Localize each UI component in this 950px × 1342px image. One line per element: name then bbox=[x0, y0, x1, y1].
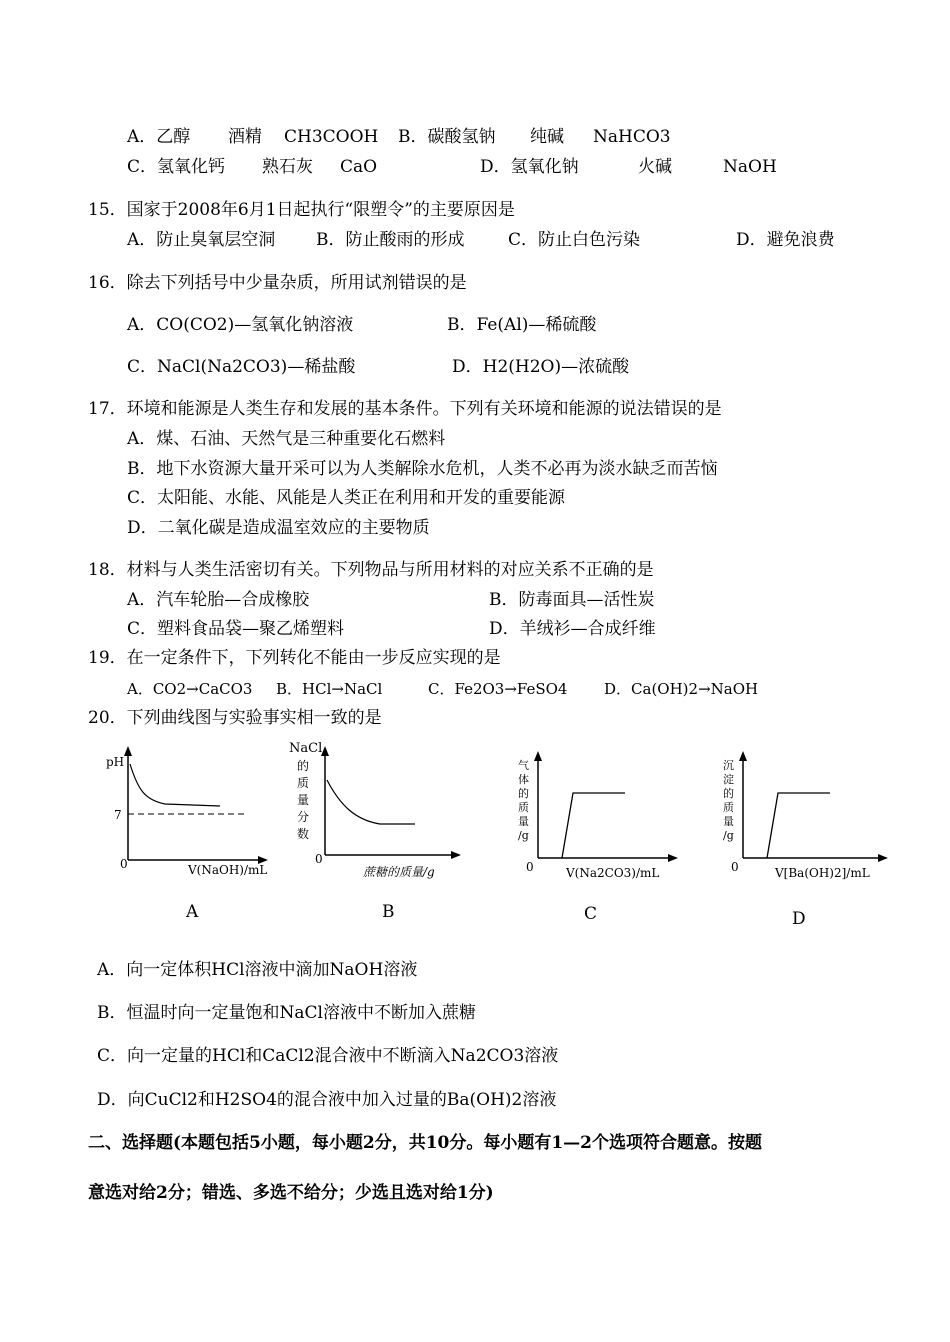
q15-option-a: A．防止臭氧层空洞 bbox=[127, 230, 276, 250]
section-2-heading-line-2: 意选对给2分；错选、多选不给分；少选且选对给1分) bbox=[88, 1183, 494, 1203]
q14-option-b-label: B．碳酸氢钠 bbox=[398, 127, 496, 147]
graph-b-curve bbox=[327, 780, 415, 824]
graph-c-origin: 0 bbox=[526, 860, 534, 874]
graph-b-caption: B bbox=[382, 902, 395, 922]
q17-option-b: B．地下水资源大量开采可以为人类解除水危机，人类不必再为淡水缺乏而苦恼 bbox=[127, 459, 718, 479]
graph-c-caption: C bbox=[584, 904, 598, 924]
q18-option-a: A．汽车轮胎—合成橡胶 bbox=[127, 590, 310, 610]
graph-c-ylabel-char-5: 量 bbox=[518, 815, 529, 828]
q15-option-c: C．防止白色污染 bbox=[508, 230, 641, 250]
q14-option-d-label: D．氢氧化钠 bbox=[480, 157, 579, 177]
q20-option-a: A．向一定体积HCl溶液中滴加NaOH溶液 bbox=[97, 960, 418, 980]
graph-b-xlabel: 蔗糖的质量/g bbox=[363, 865, 435, 879]
graph-b-ylabel-char-3: 量 bbox=[297, 793, 310, 807]
q18-option-d: D．羊绒衫—合成纤维 bbox=[489, 619, 656, 639]
q14-option-d-formula: NaOH bbox=[723, 157, 777, 177]
q16-option-c: C．NaCl(Na2CO3)—稀盐酸 bbox=[127, 357, 356, 377]
q16-option-b: B．Fe(Al)—稀硫酸 bbox=[447, 315, 597, 335]
graph-d-origin: 0 bbox=[731, 860, 739, 874]
q15-stem: 15．国家于2008年6月1日起执行“限塑令”的主要原因是 bbox=[88, 200, 515, 220]
q14-option-d-alias: 火碱 bbox=[638, 157, 672, 177]
graph-c-curve bbox=[562, 793, 625, 858]
graph-a-ylabel: pH bbox=[106, 755, 125, 769]
q17-option-d: D．二氧化碳是造成温室效应的主要物质 bbox=[127, 518, 430, 538]
graph-d-ylabel-char-5: 量 bbox=[723, 815, 734, 828]
q14-option-b-alias: 纯碱 bbox=[530, 127, 564, 147]
graph-b-origin: 0 bbox=[315, 852, 323, 866]
graph-c bbox=[510, 745, 690, 890]
graph-b-ylabel-char-1: 的 bbox=[297, 759, 310, 773]
graph-d bbox=[715, 745, 900, 890]
q19-stem: 19．在一定条件下，下列转化不能由一步反应实现的是 bbox=[88, 648, 501, 668]
q14-option-c-label: C．氢氧化钙 bbox=[127, 157, 226, 177]
q14-option-c-formula: CaO bbox=[340, 157, 378, 177]
q18-option-b: B．防毒面具—活性炭 bbox=[489, 590, 655, 610]
graph-d-caption: D bbox=[792, 909, 806, 929]
graph-d-y-arrow bbox=[739, 751, 747, 761]
q14-option-a-formula: CH3COOH bbox=[284, 127, 379, 147]
graph-d-ylabel-char-2: 淀 bbox=[723, 773, 734, 786]
graph-c-ylabel-char-4: 质 bbox=[518, 801, 529, 814]
q15-option-b: B．防止酸雨的形成 bbox=[316, 230, 465, 250]
graph-a-tick-7: 7 bbox=[114, 808, 122, 822]
q20-option-c: C．向一定量的HCl和CaCl2混合液中不断滴入Na2CO3溶液 bbox=[97, 1046, 559, 1066]
q14-option-c-alias: 熟石灰 bbox=[262, 157, 313, 177]
q14-option-a-alias: 酒精 bbox=[228, 127, 262, 147]
graph-c-ylabel-char-3: 的 bbox=[518, 787, 529, 800]
q18-stem: 18．材料与人类生活密切有关。下列物品与所用材料的对应关系不正确的是 bbox=[88, 560, 654, 580]
graph-d-curve bbox=[767, 793, 830, 858]
graph-d-ylabel-char-4: 质 bbox=[723, 801, 734, 814]
section-2-heading-line-1: 二、选择题(本题包括5小题，每小题2分，共10分。每小题有1—2个选项符合题意。按题 bbox=[88, 1133, 763, 1153]
q16-option-a: A．CO(CO2)—氢氧化钠溶液 bbox=[127, 315, 354, 335]
graph-a bbox=[100, 740, 280, 880]
graph-b-x-arrow bbox=[451, 851, 461, 859]
q19-option-c: C．Fe2O3→FeSO4 bbox=[428, 680, 568, 698]
graph-d-x-arrow bbox=[878, 854, 888, 862]
q16-option-d: D．H2(H2O)—浓硫酸 bbox=[452, 357, 630, 377]
q16-stem: 16．除去下列括号中少量杂质，所用试剂错误的是 bbox=[88, 273, 467, 293]
q14-option-a-label: A．乙醇 bbox=[127, 127, 191, 147]
q19-option-d: D．Ca(OH)2→NaOH bbox=[604, 680, 759, 698]
q19-option-a: A．CO2→CaCO3 bbox=[127, 680, 253, 698]
graph-a-origin: 0 bbox=[120, 857, 128, 871]
graph-a-y-arrow bbox=[124, 746, 132, 756]
graph-a-xlabel: V(NaOH)/mL bbox=[188, 863, 268, 877]
graph-d-ylabel-char-6: /g bbox=[723, 829, 734, 842]
q15-option-d: D．避免浪费 bbox=[736, 230, 835, 250]
q17-option-a: A．煤、石油、天然气是三种重要化石燃料 bbox=[127, 429, 446, 449]
q20-option-b: B．恒温时向一定量饱和NaCl溶液中不断加入蔗糖 bbox=[97, 1003, 476, 1023]
q19-option-b: B．HCl→NaCl bbox=[276, 680, 383, 698]
q17-stem: 17．环境和能源是人类生存和发展的基本条件。下列有关环境和能源的说法错误的是 bbox=[88, 399, 722, 419]
graph-c-xlabel: V(Na2CO3)/mL bbox=[566, 866, 660, 880]
graph-b bbox=[285, 740, 465, 890]
graph-b-ylabel-top: NaCl bbox=[289, 741, 323, 756]
graph-b-ylabel-char-5: 数 bbox=[297, 827, 310, 841]
graph-c-ylabel-char-1: 气 bbox=[518, 759, 529, 772]
graph-d-ylabel-char-1: 沉 bbox=[723, 759, 734, 772]
q14-option-b-formula: NaHCO3 bbox=[593, 127, 671, 147]
q20-option-d: D．向CuCl2和H2SO4的混合液中加入过量的Ba(OH)2溶液 bbox=[97, 1090, 557, 1110]
graph-b-ylabel-char-4: 分 bbox=[297, 810, 310, 824]
graph-a-curve bbox=[130, 764, 220, 806]
graph-d-ylabel-char-3: 的 bbox=[723, 787, 734, 800]
graph-d-xlabel: V[Ba(OH)2]/mL bbox=[775, 866, 870, 880]
q17-option-c: C．太阳能、水能、风能是人类正在利用和开发的重要能源 bbox=[127, 488, 566, 508]
graph-c-y-arrow bbox=[534, 751, 542, 761]
q20-stem: 20．下列曲线图与实验事实相一致的是 bbox=[88, 708, 382, 728]
graph-c-ylabel-char-2: 体 bbox=[518, 773, 529, 786]
graph-b-ylabel-char-2: 质 bbox=[297, 776, 310, 790]
graph-c-ylabel-char-6: /g bbox=[518, 829, 529, 842]
graph-a-caption: A bbox=[186, 902, 199, 922]
q18-option-c: C．塑料食品袋—聚乙烯塑料 bbox=[127, 619, 345, 639]
graph-c-x-arrow bbox=[668, 854, 678, 862]
